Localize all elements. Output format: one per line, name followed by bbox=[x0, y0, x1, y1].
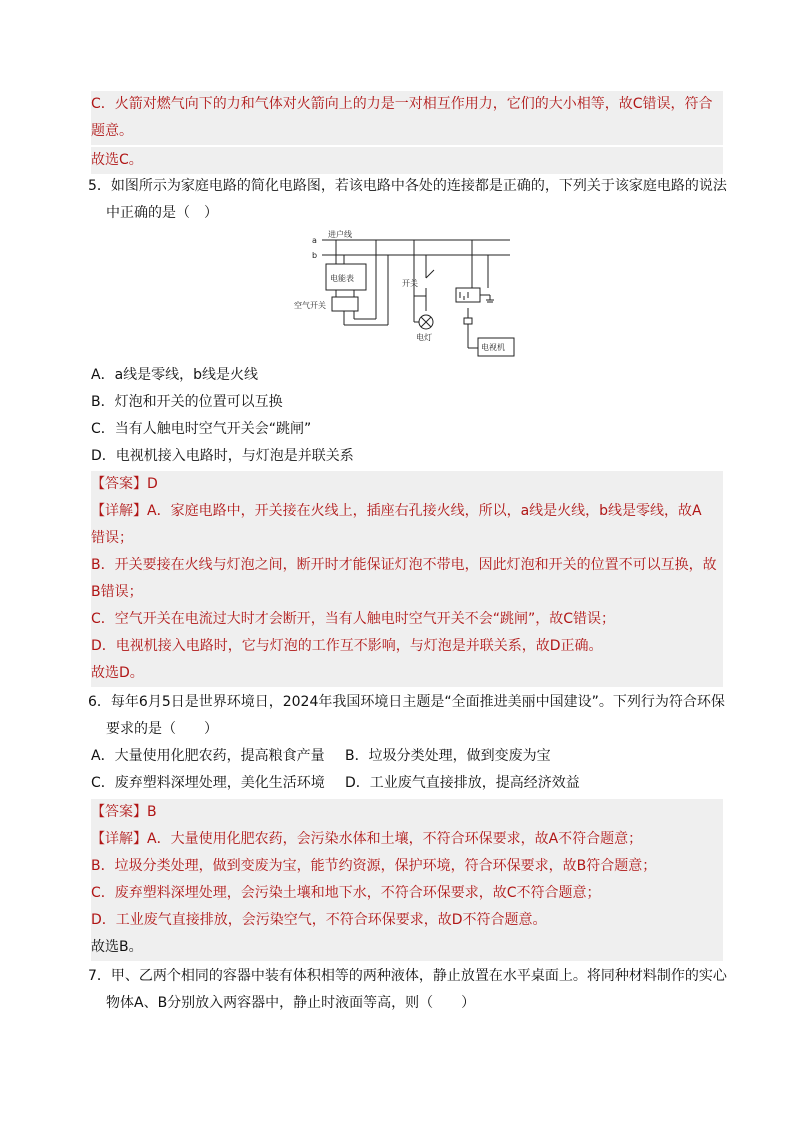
wire-a-label: a bbox=[312, 236, 317, 245]
q5-stem-line1: 5．如图所示为家庭电路的简化电路图，若该电路中各处的连接都是正确的，下列关于该家庭电路的说法 bbox=[88, 178, 727, 194]
q6-detail-c: C．废弃塑料深埋处理，会污染土壤和地下水，不符合环保要求，故C不符合题意； bbox=[91, 880, 723, 907]
inlet-label: 进户线 bbox=[328, 230, 352, 239]
q6-stem-line1: 6．每年6月5日是世界环境日，2024年我国环境日主题是“全面推进美丽中国建设”。下列行为符合环保 bbox=[88, 694, 725, 710]
q6-option-c: C．废弃塑料深埋处理，美化生活环境 bbox=[91, 775, 325, 791]
prev-conclusion: 故选C。 bbox=[91, 147, 723, 174]
q6-stem-line2: 要求的是（ ） bbox=[106, 721, 218, 737]
q6-conclusion: 故选B。 bbox=[91, 934, 723, 961]
meter-label: 电能表 bbox=[330, 274, 354, 283]
q5-detail-a-line1: 【详解】A．家庭电路中，开关接在火线上，插座右孔接火线，所以，a线是火线，b线是零线，故A bbox=[91, 498, 723, 525]
prev-analysis-c-line1: C．火箭对燃气向下的力和气体对火箭向上的力是一对相互作用力，它们的大小相等，故C错误，符合 bbox=[91, 91, 723, 118]
breaker-label: 空气开关 bbox=[294, 301, 326, 310]
q6-answer: 【答案】B bbox=[91, 799, 723, 826]
q6-detail-a: 【详解】A．大量使用化肥农药，会污染水体和土壤，不符合环保要求，故A不符合题意； bbox=[91, 826, 723, 853]
q5-option-b: B．灯泡和开关的位置可以互换 bbox=[91, 394, 283, 410]
q6-options-row1 bbox=[91, 743, 723, 770]
q5-detail-a-line2: 错误； bbox=[91, 525, 723, 552]
q6-option-a: A．大量使用化肥农药，提高粮食产量 bbox=[91, 748, 325, 764]
q7-stem-line1: 7．甲、乙两个相同的容器中装有体积相等的两种液体，静止放置在水平桌面上。将同种材料制作的实心 bbox=[88, 968, 727, 984]
q5-detail-b-line1: B．开关要接在火线与灯泡之间，断开时才能保证灯泡不带电，因此灯泡和开关的位置不可以互换，故 bbox=[91, 552, 723, 579]
q5-conclusion: 故选D。 bbox=[91, 660, 723, 687]
q5-option-a: A．a线是零线，b线是火线 bbox=[91, 367, 259, 383]
q5-stem-line2: 中正确的是（ ） bbox=[106, 205, 218, 221]
q5-option-d: D．电视机接入电路时，与灯泡是并联关系 bbox=[91, 448, 354, 464]
prev-analysis-c-line2: 题意。 bbox=[91, 118, 723, 145]
q6-option-b: B．垃圾分类处理，做到变废为宝 bbox=[345, 748, 551, 764]
switch-label: 开关 bbox=[402, 279, 418, 288]
q7-stem-line2: 物体A、B分别放入两容器中，静止时液面等高，则（ ） bbox=[106, 995, 476, 1011]
q6-option-d: D．工业废气直接排放，提高经济效益 bbox=[345, 775, 580, 791]
q5-detail-b-line2: B错误； bbox=[91, 579, 723, 606]
lamp-label: 电灯 bbox=[416, 333, 432, 342]
wire-b-label: b bbox=[312, 251, 318, 260]
q5-answer: 【答案】D bbox=[91, 471, 723, 498]
household-circuit-diagram bbox=[294, 226, 530, 358]
q5-detail-c: C．空气开关在电流过大时才会断开，当有人触电时空气开关不会“跳闸”，故C错误； bbox=[91, 606, 723, 633]
q5-detail-d: D．电视机接入电路时，它与灯泡的工作互不影响，与灯泡是并联关系，故D正确。 bbox=[91, 633, 723, 660]
q5-option-c: C．当有人触电时空气开关会“跳闸” bbox=[91, 421, 312, 437]
tv-label: 电视机 bbox=[481, 343, 505, 352]
q6-detail-b: B．垃圾分类处理，做到变废为宝，能节约资源，保护环境，符合环保要求，故B符合题意； bbox=[91, 853, 723, 880]
q6-options-row2 bbox=[91, 770, 723, 797]
q6-detail-d: D．工业废气直接排放，会污染空气，不符合环保要求，故D不符合题意。 bbox=[91, 907, 723, 934]
